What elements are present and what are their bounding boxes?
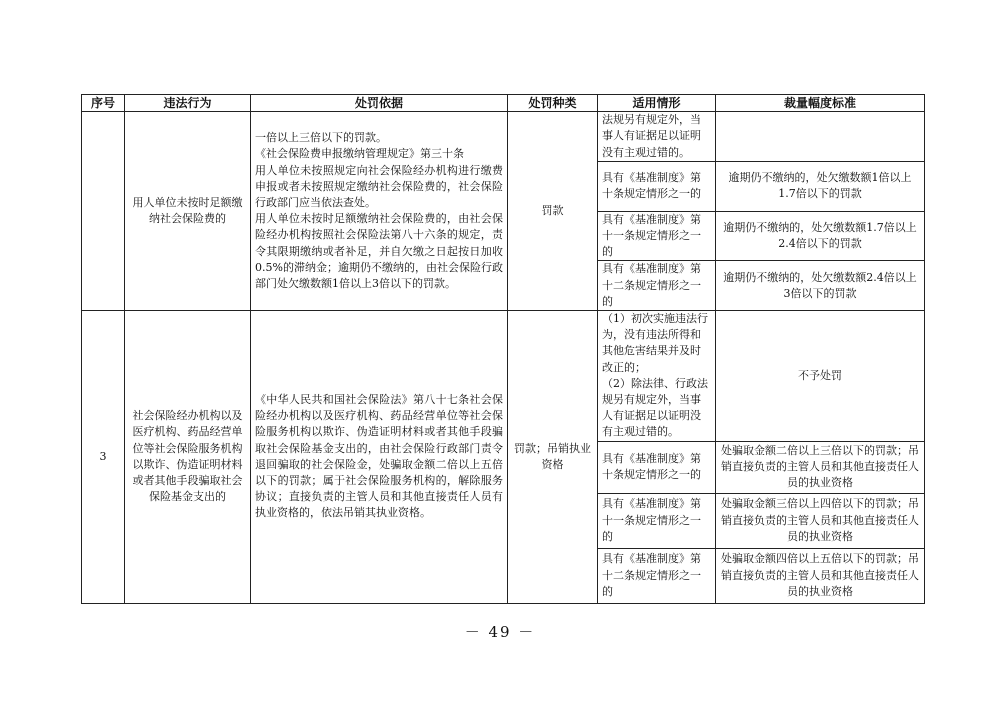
table-row [82, 311, 925, 442]
standard-cell: 逾期仍不缴纳的，处欠缴数额1.7倍以上2.4倍以下的罚款 [716, 211, 925, 261]
violation-cell: 用人单位未按时足额缴纳社会保险费的 [125, 112, 251, 311]
basis-cell: 《中华人民共和国社会保险法》第八十七条社会保险经办机构以及医疗机构、药品经营单位等社会保险服务机构以欺诈、伪造证明材料或者其他手段骗取社会保险基金支出的，由社会保险行政部门责令退回骗取的社会保险金，处骗取金额二倍以上五倍以下的罚款；属于社会保险服务机构的，解除服务协议；直接负责的主管人员和其他直接责任人员有执业资格的，依法吊销其执业资格。 [251, 311, 508, 604]
violation-cell: 社会保险经办机构以及医疗机构、药品经营单位等社会保险服务机构以欺诈、伪造证明材料或者其他手段骗取社会保险基金支出的 [125, 311, 251, 604]
standard-cell: 处骗取金额三倍以上四倍以下的罚款；吊销直接负责的主管人员和其他直接责任人员的执业资格 [716, 493, 925, 548]
standard-cell: 处骗取金额二倍以上三倍以下的罚款；吊销直接负责的主管人员和其他直接责任人员的执业资格 [716, 441, 925, 493]
situation-cell: 具有《基准制度》第十一条规定情形之一的 [598, 493, 716, 548]
header-penalty-type: 处罚种类 [508, 95, 598, 112]
situation-cell: 具有《基准制度》第十二条规定情形之一的 [598, 548, 716, 603]
table-row [82, 112, 925, 162]
standard-cell: 处骗取金额四倍以上五倍以下的罚款；吊销直接负责的主管人员和其他直接责任人员的执业资格 [716, 548, 925, 603]
situation-cell: 具有《基准制度》第十一条规定情形之一的 [598, 211, 716, 261]
seq-cell: 3 [82, 311, 125, 604]
seq-cell [82, 112, 125, 311]
situation-cell: （1）初次实施违法行为，没有违法所得和其他危害结果并及时改正的； （2）除法律、行政法规另有规定外，当事人有证据足以证明没有主观过错的。 [598, 311, 716, 442]
standard-cell: 逾期仍不缴纳的，处欠缴数额2.4倍以上3倍以下的罚款 [716, 261, 925, 311]
basis-cell: 一倍以上三倍以下的罚款。 《社会保险费申报缴纳管理规定》第三十条 用人单位未按照规定向社会保险经办机构进行缴费申报或者未按照规定缴纳社会保险费的，社会保险行政部门应当依法查处。 用人单位未按时足额缴纳社会保险费的，由社会保险经办机构按照社会保险法第八十六条的规定，责令其限期缴纳或者补足，并自欠缴之日起按日加收0.5%的滞纳金；逾期仍不缴纳的，由社会保险行政部门处欠缴数额1倍以上3倍以下的罚款。 [251, 112, 508, 311]
standard-cell [716, 112, 925, 162]
header-seq: 序号 [82, 95, 125, 112]
penalty-table [81, 94, 925, 604]
penalty-type-cell: 罚款；吊销执业资格 [508, 311, 598, 604]
header-applicable-situation: 适用情形 [598, 95, 716, 112]
header-violation: 违法行为 [125, 95, 251, 112]
standard-cell: 不予处罚 [716, 311, 925, 442]
penalty-type-cell: 罚款 [508, 112, 598, 311]
situation-cell: 具有《基准制度》第十条规定情形之一的 [598, 441, 716, 493]
table-header-row [82, 95, 925, 112]
header-discretion-standard: 裁量幅度标准 [716, 95, 925, 112]
standard-cell: 逾期仍不缴纳的，处欠缴数额1倍以上1.7倍以下的罚款 [716, 161, 925, 211]
header-basis: 处罚依据 [251, 95, 508, 112]
situation-cell: 具有《基准制度》第十条规定情形之一的 [598, 161, 716, 211]
page-number: － 49 － [464, 623, 536, 641]
situation-cell: 法规另有规定外，当事人有证据足以证明没有主观过错的。 [598, 112, 716, 162]
situation-cell: 具有《基准制度》第十二条规定情形之一的 [598, 261, 716, 311]
